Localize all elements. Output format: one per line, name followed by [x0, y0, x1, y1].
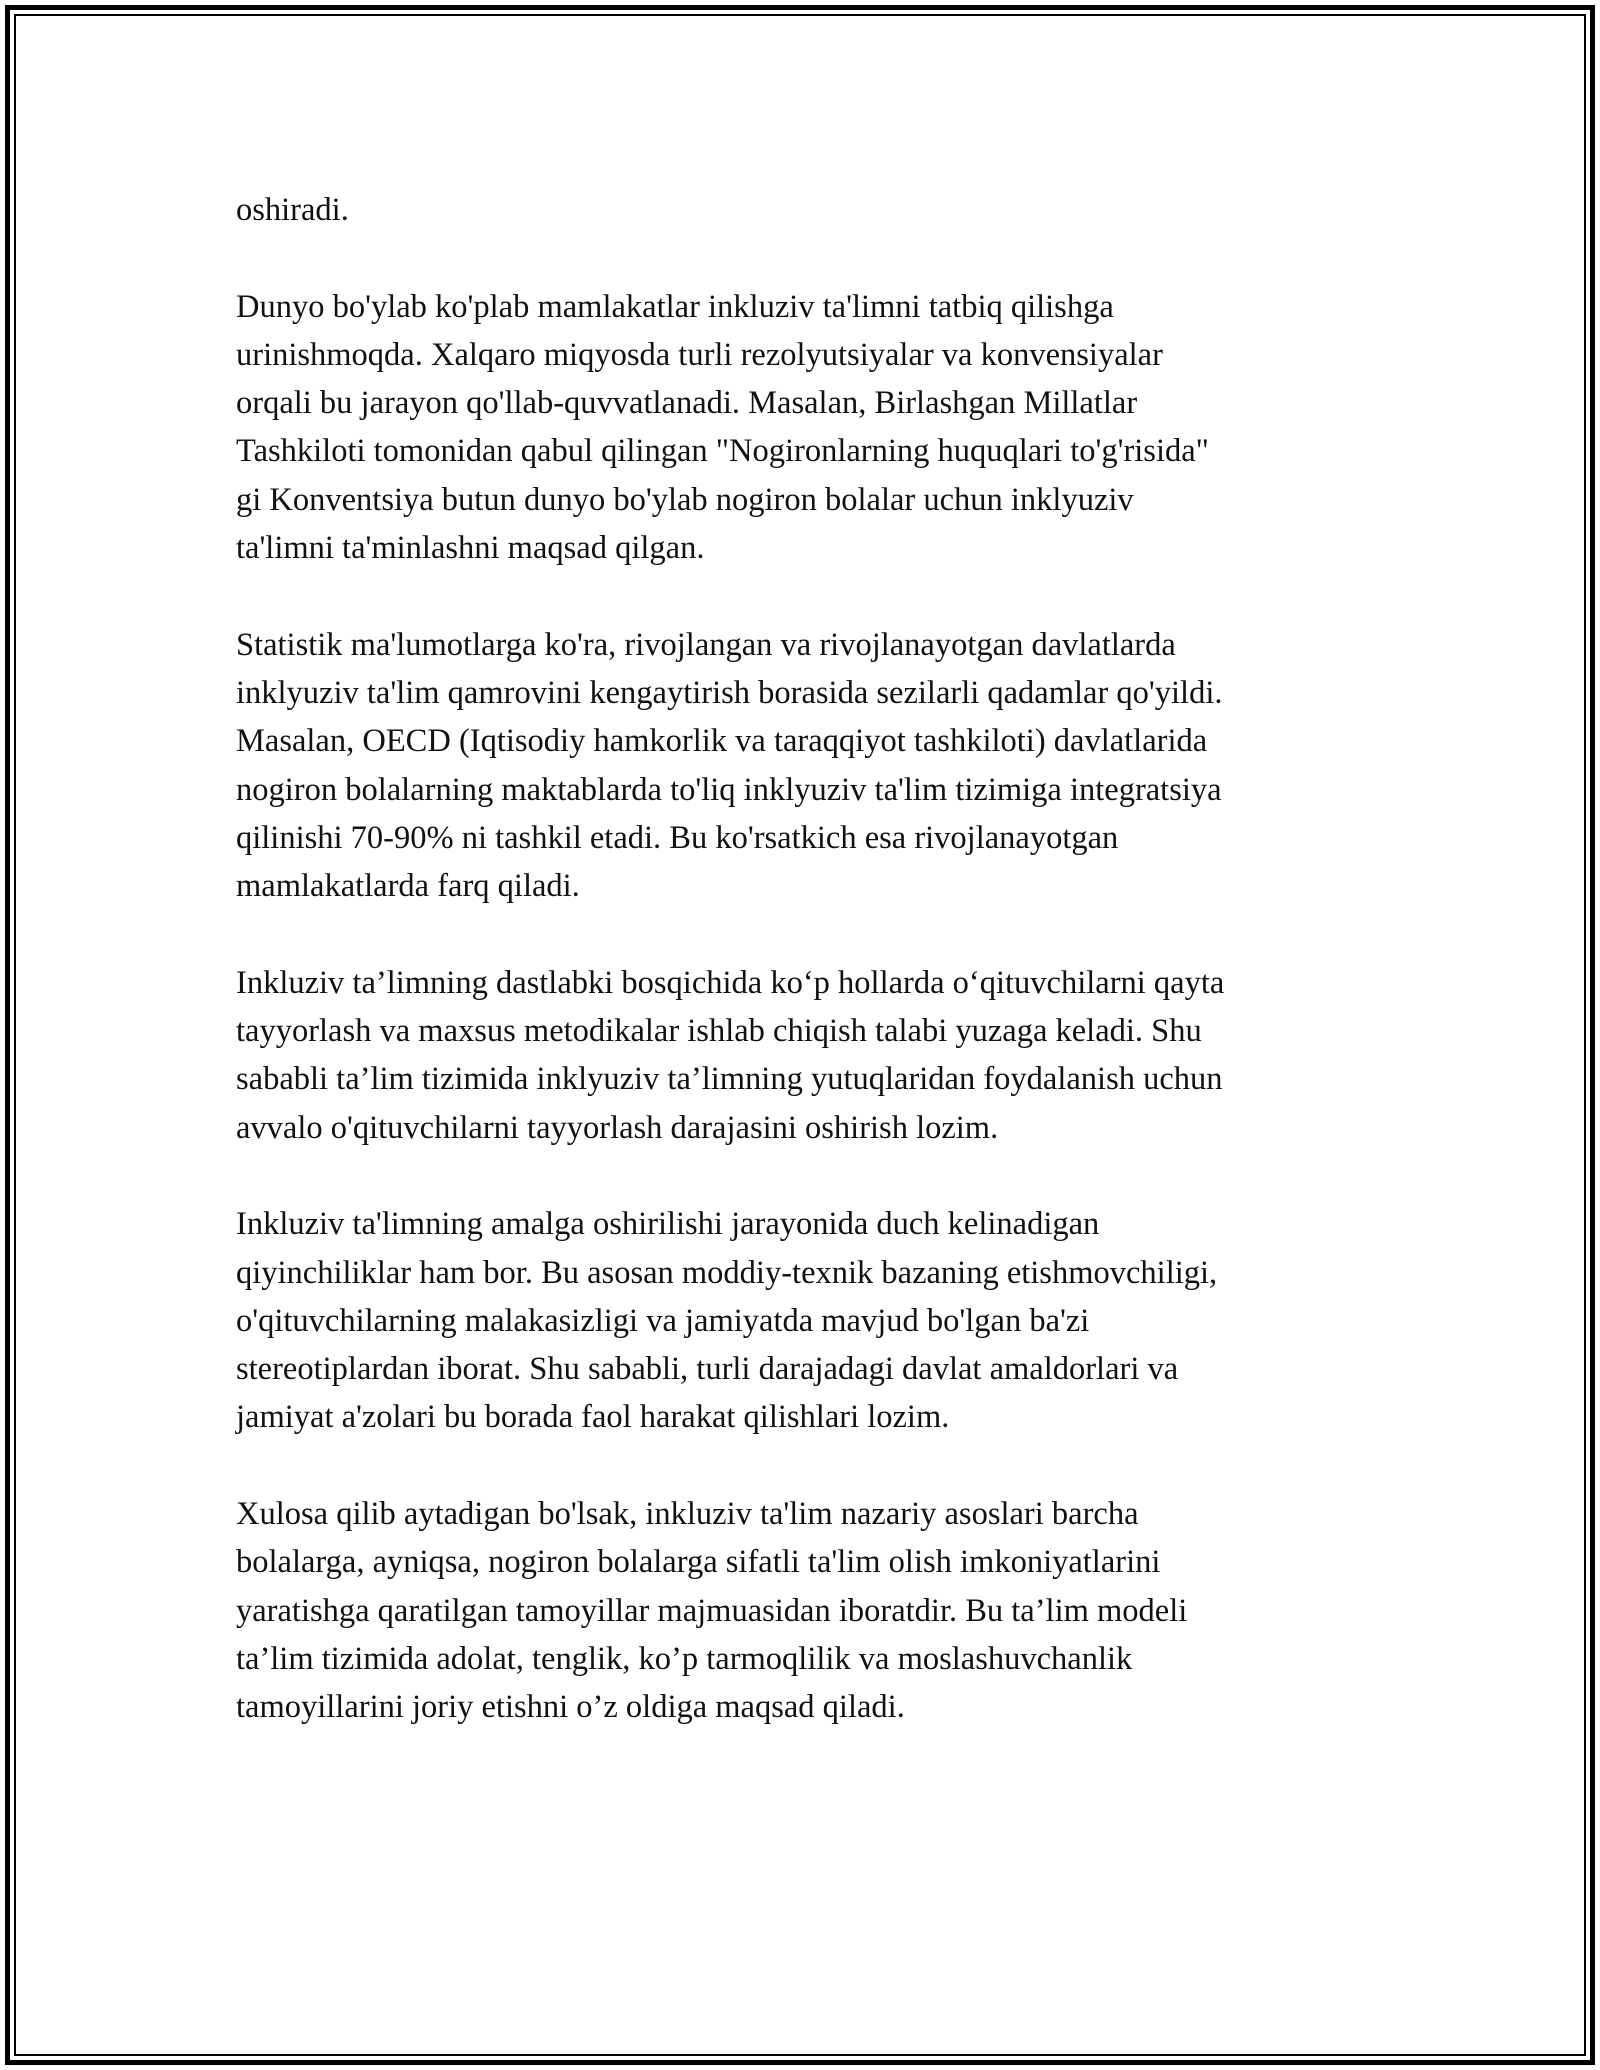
paragraph-conclusion: Xulosa qilib aytadigan bo'lsak, inkluziv ta'lim nazariy asoslari barcha bolalarga, ayniqsa, nogiron bolalarga sifatli ta'lim olish imkoniyatlarini yaratishga qaratilgan tamoyillar majmuasidan iboratdir. Bu ta’lim modeli ta’lim tizimida adolat, tenglik, ko’p tarmoqlilik va moslashuvchanlik tamoyillarini joriy etishni o’z oldiga maqsad qiladi.	[236, 1496, 1188, 1726]
paragraph-challenges: Inkluziv ta'limning amalga oshirilishi jarayonida duch kelinadigan qiyinchiliklar ham bor. Bu asosan moddiy-texnik bazaning etishmovchiligi, o'qituvchilarning malakasizligi va jamiyatda mavjud bo'lgan ba'zi stereotiplardan iborat. Shu sababli, turli darajadagi davlat amaldorlari va jamiyat a'zolari bu borada faol harakat qilishlari lozim.	[236, 1206, 1218, 1436]
paragraph-continuation: oshiradi.	[236, 192, 349, 228]
paragraph-teacher-training: Inkluziv ta’limning dastlabki bosqichida ko‘p hollarda o‘qituvchilarni qayta tayyorlash va maxsus metodikalar ishlab chiqish talabi yuzaga keladi. Shu sababli ta’lim tizimida inklyuziv ta’limning yutuqlaridan foydalanish uchun avvalo o'qituvchilarni tayyorlash darajasini oshirish lozim.	[236, 964, 1225, 1146]
document-body	[236, 186, 1366, 1780]
paragraph-international-support: Dunyo bo'ylab ko'plab mamlakatlar inkluziv ta'limni tatbiq qilishga urinishmoqda. Xalqaro miqyosda turli rezolyutsiyalar va konvensiyalar orqali bu jarayon qo'llab-quvvatlanadi. Masalan, Birlashgan Millatlar Tashkiloti tomonidan qabul qilingan "Nogironlarning huquqlari to'g'risida" gi Konventsiya butun dunyo bo'ylab nogiron bolalar uchun inklyuziv ta'limni ta'minlashni maqsad qilgan.	[236, 288, 1209, 567]
paragraph-statistics: Statistik ma'lumotlarga ko'ra, rivojlangan va rivojlanayotgan davlatlarda inklyuziv ta'lim qamrovini kengaytirish borasida sezilarli qadamlar qo'yildi. Masalan, OECD (Iqtisodiy hamkorlik va taraqqiyot tashkiloti) davlatlarida nogiron bolalarning maktablarda to'liq inklyuziv ta'lim tizimiga integratsiya qilinishi 70-90% ni tashkil etadi. Bu ko'rsatkich esa rivojlanayotgan mamlakatlarda farq qiladi.	[236, 626, 1223, 905]
